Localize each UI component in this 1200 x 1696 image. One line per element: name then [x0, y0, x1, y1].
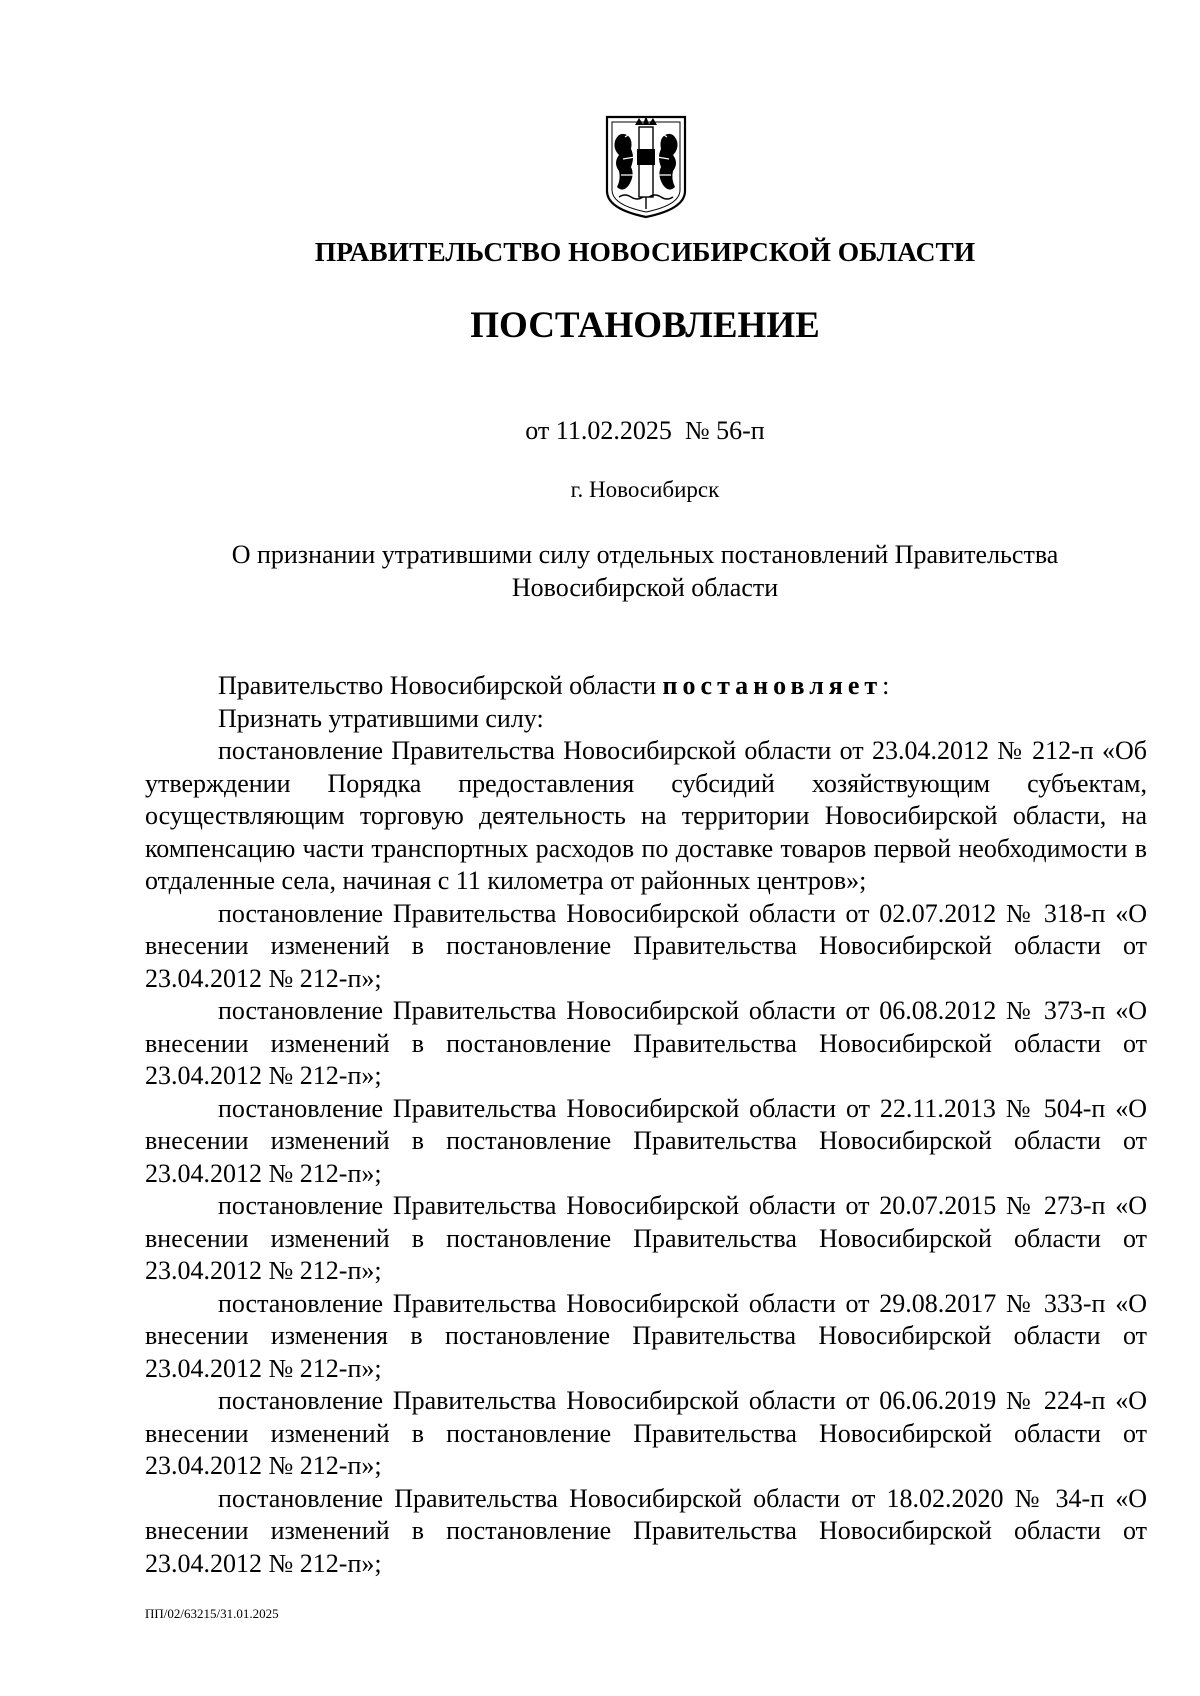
intro-paragraph — [145, 670, 1147, 703]
intro-end: : — [882, 671, 890, 700]
footer-code: ПП/02/63215/31.01.2025 — [145, 1606, 279, 1621]
document-subject — [160, 538, 1130, 604]
city-line: г. Новосибирск — [570, 477, 720, 502]
recognize-paragraph: Признать утратившими силу: — [218, 703, 544, 733]
list-item: постановление Правительства Новосибирской области от 23.04.2012 № 212-п «Об утверждении Порядка предоставления субсидий хозяйствующим субъектам, осуществляющим торговую деятельность на территории Новосибирской области, на компенсацию части транспортных расходов по доставке товаров первой необходимости в отдаленные села, начиная с 11 километра от районных центров»; — [145, 736, 1147, 895]
list-item: постановление Правительства Новосибирской области от 18.02.2020 № 34-п «О внесении изменений в постановление Правительства Новосибирской области от 23.04.2012 № 212-п»; — [145, 1483, 1147, 1578]
list-item: постановление Правительства Новосибирской области от 02.07.2012 № 318-п «О внесении изменений в постановление Правительства Новосибирской области от 23.04.2012 № 212-п»; — [145, 898, 1147, 993]
subject-line-2: Новосибирской области — [511, 573, 779, 602]
intro-text: Правительство Новосибирской области — [218, 671, 663, 700]
list-item: постановление Правительства Новосибирской области от 06.08.2012 № 373-п «О внесении изменений в постановление Правительства Новосибирской области от 23.04.2012 № 212-п»; — [145, 996, 1147, 1090]
date-number-line — [0, 416, 1200, 446]
list-item: постановление Правительства Новосибирской области от 06.06.2019 № 224-п «О внесении изменений в постановление Правительства Новосибирской области от 23.04.2012 № 212-п»; — [145, 1386, 1147, 1480]
document-date: 11.02.2025 — [555, 416, 672, 445]
subject-line-1: О признании утратившими силу отдельных постановлений Правительства — [231, 540, 1059, 569]
list-item: постановление Правительства Новосибирской области от 22.11.2013 № 504-п «О внесении изменений в постановление Правительства Новосибирской области от 23.04.2012 № 212-п»; — [145, 1093, 1147, 1188]
document-number: № 56-п — [684, 416, 765, 445]
list-item: постановление Правительства Новосибирской области от 29.08.2017 № 333-п «О внесении изменения в постановление Правительства Новосибирской области от 23.04.2012 № 212-п»; — [145, 1288, 1147, 1383]
document-type: ПОСТАНОВЛЕНИЕ — [470, 305, 820, 346]
intro-verb: постановляет — [662, 671, 883, 700]
document-body — [145, 670, 1147, 1580]
date-prefix: от — [525, 416, 550, 445]
coat-of-arms-icon — [601, 113, 691, 221]
authority-title: ПРАВИТЕЛЬСТВО НОВОСИБИРСКОЙ ОБЛАСТИ — [314, 236, 976, 267]
list-item: постановление Правительства Новосибирской области от 20.07.2015 № 273-п «О внесении изменений в постановление Правительства Новосибирской области от 23.04.2012 № 212-п»; — [145, 1191, 1147, 1285]
